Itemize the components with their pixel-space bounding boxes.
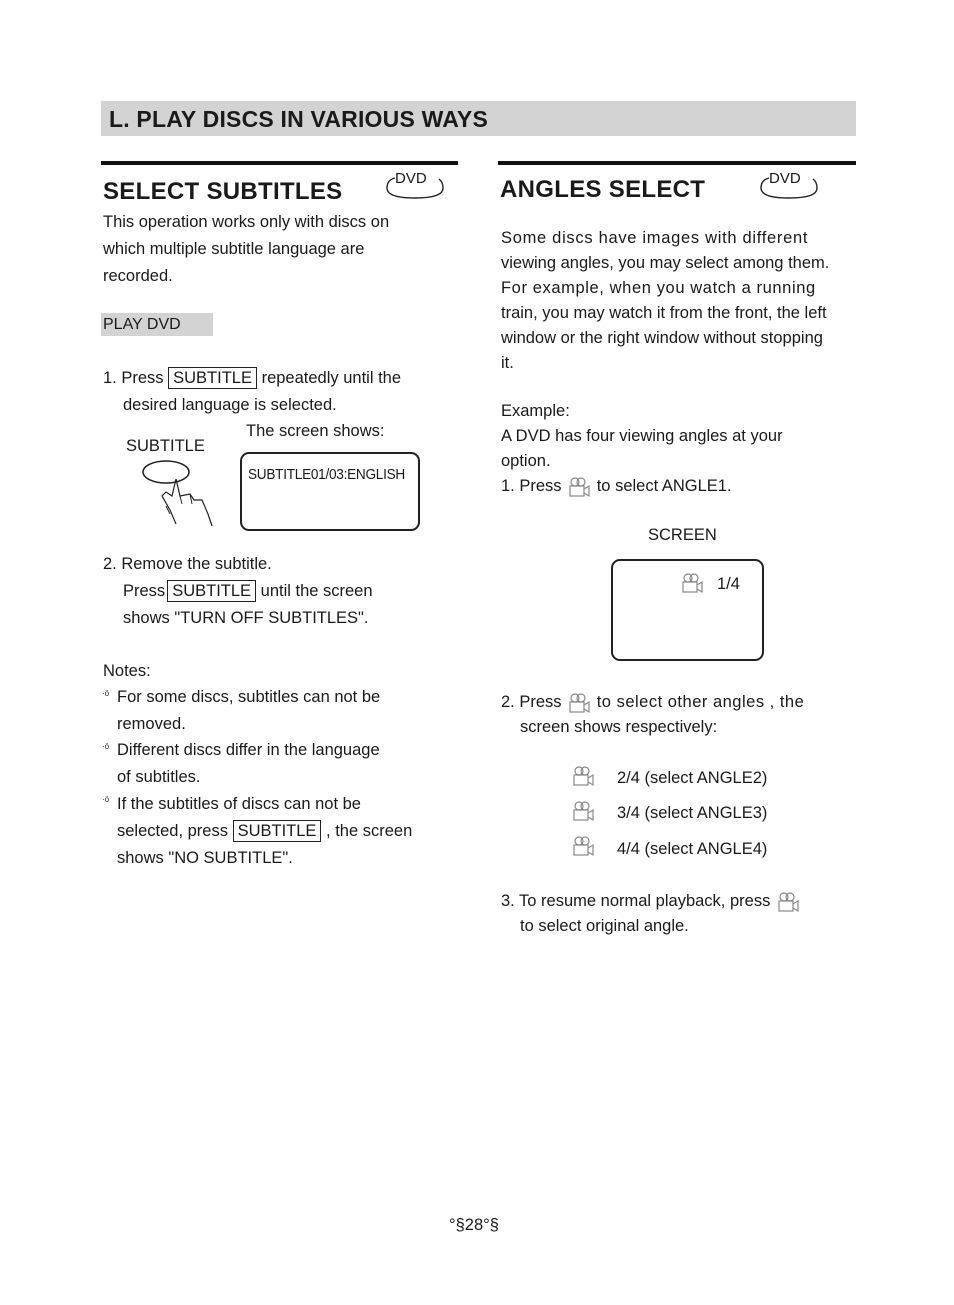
note-bullet-2: ·ö [102,742,110,751]
subtitle-step-2-line-1: 2. Remove the subtitle. [103,555,272,573]
note-2-line-1: Different discs differ in the language [117,741,380,759]
note-1-line-2: removed. [117,715,186,733]
angle-screen-display [611,559,764,661]
left-column-rule [101,161,458,165]
subtitle-step-2-line-2 [123,578,373,604]
angle-option-4: 4/4 (select ANGLE4) [617,840,768,858]
angle-step-1-post: to select ANGLE1. [596,477,732,495]
notes-title: Notes: [103,662,151,680]
subtitle-key-label-3: SUBTITLE [233,820,322,842]
subtitle-step-1-num: 1. Press [103,369,164,387]
subtitle-key-label-2: SUBTITLE [167,580,256,602]
dvd-disc-icon [383,170,445,202]
angle-camera-icon [570,800,596,822]
example-title: Example: [501,402,570,420]
angle-option-2: 2/4 (select ANGLE2) [617,769,768,787]
angles-intro-line-1: Some discs have images with different [501,229,809,247]
angles-intro-line-5: window or the right window without stopping [501,329,823,347]
angle-step-3-line-2: to select original angle. [520,917,689,935]
subtitle-step-2-press: Press [123,582,166,600]
remote-subtitle-label: SUBTITLE [126,437,205,455]
subtitle-key-label: SUBTITLE [168,367,257,389]
section-title: L. PLAY DISCS IN VARIOUS WAYS [109,106,488,132]
angle-step-2 [501,689,804,715]
angles-intro-line-6: it. [501,354,514,372]
note-2-line-2: of subtitles. [117,768,201,786]
dvd-badge [383,170,445,200]
dvd-badge-right [757,170,819,200]
remote-press-hand-icon [136,456,218,532]
screen-label: SCREEN [648,526,717,544]
angle-step-2-post: to select other angles , the [596,693,805,711]
right-column-rule [498,161,856,165]
note-bullet-1: ·ö [102,689,110,698]
subtitle-screen-display [240,452,420,531]
note-3-line-2 [117,818,412,844]
subtitles-intro-line-1: This operation works only with discs on [103,213,390,231]
subtitles-intro-line-3: recorded. [103,267,173,285]
angle-camera-icon [775,891,801,913]
example-line-1: A DVD has four viewing angles at your [501,427,783,445]
dvd-disc-icon [757,170,819,202]
angle-step-1-pre: 1. Press [501,477,562,495]
angle-camera-icon [570,765,596,787]
angles-select-heading: ANGLES SELECT [500,176,706,203]
note-bullet-3: ·ö [102,795,110,804]
subtitle-step-2-line-3: shows "TURN OFF SUBTITLES". [123,609,369,627]
note-1-line-1: For some discs, subtitles can not be [117,688,381,706]
angle-option-3: 3/4 (select ANGLE3) [617,804,768,822]
note-3-line-3: shows "NO SUBTITLE". [117,849,293,867]
dvd-badge-label: DVD [395,170,427,187]
angle-step-3-pre: 3. To resume normal playback, press [501,892,771,910]
note-3-post: , the screen [326,822,413,840]
dvd-badge-right-label: DVD [769,170,801,187]
example-line-2: option. [501,452,551,470]
angles-intro-line-4: train, you may watch it from the front, the left [501,304,827,322]
angle-camera-icon [566,692,592,714]
subtitle-screen-text: SUBTITLE01/03:ENGLISH [248,467,405,483]
angle-camera-icon [679,572,705,594]
angles-intro-line-2: viewing angles, you may select among them. [501,254,830,272]
subtitle-step-1-line-2: desired language is selected. [123,396,337,414]
section-banner [101,101,856,136]
angle-step-1 [501,473,732,499]
angle-camera-icon [566,476,592,498]
page-number: °§28°§ [449,1216,499,1234]
angle-screen-value: 1/4 [717,575,740,593]
subtitles-intro-line-2: which multiple subtitle language are [103,240,365,258]
angles-intro-line-3: For example, when you watch a running [501,279,816,297]
subtitle-step-2-rest: until the screen [260,582,373,600]
select-subtitles-heading: SELECT SUBTITLES [103,178,343,205]
angle-step-3 [501,888,801,914]
angle-step-2-pre: 2. Press [501,693,562,711]
subtitle-step-1 [103,365,401,391]
screen-caption: The screen shows: [246,422,385,440]
subtitle-step-1-rest: repeatedly until the [261,369,402,387]
note-3-pre: selected, press [117,822,228,840]
angle-camera-icon [570,835,596,857]
angle-step-2-line-2: screen shows respectively: [520,718,718,736]
note-3-line-1: If the subtitles of discs can not be [117,795,361,813]
play-dvd-label: PLAY DVD [101,313,213,336]
